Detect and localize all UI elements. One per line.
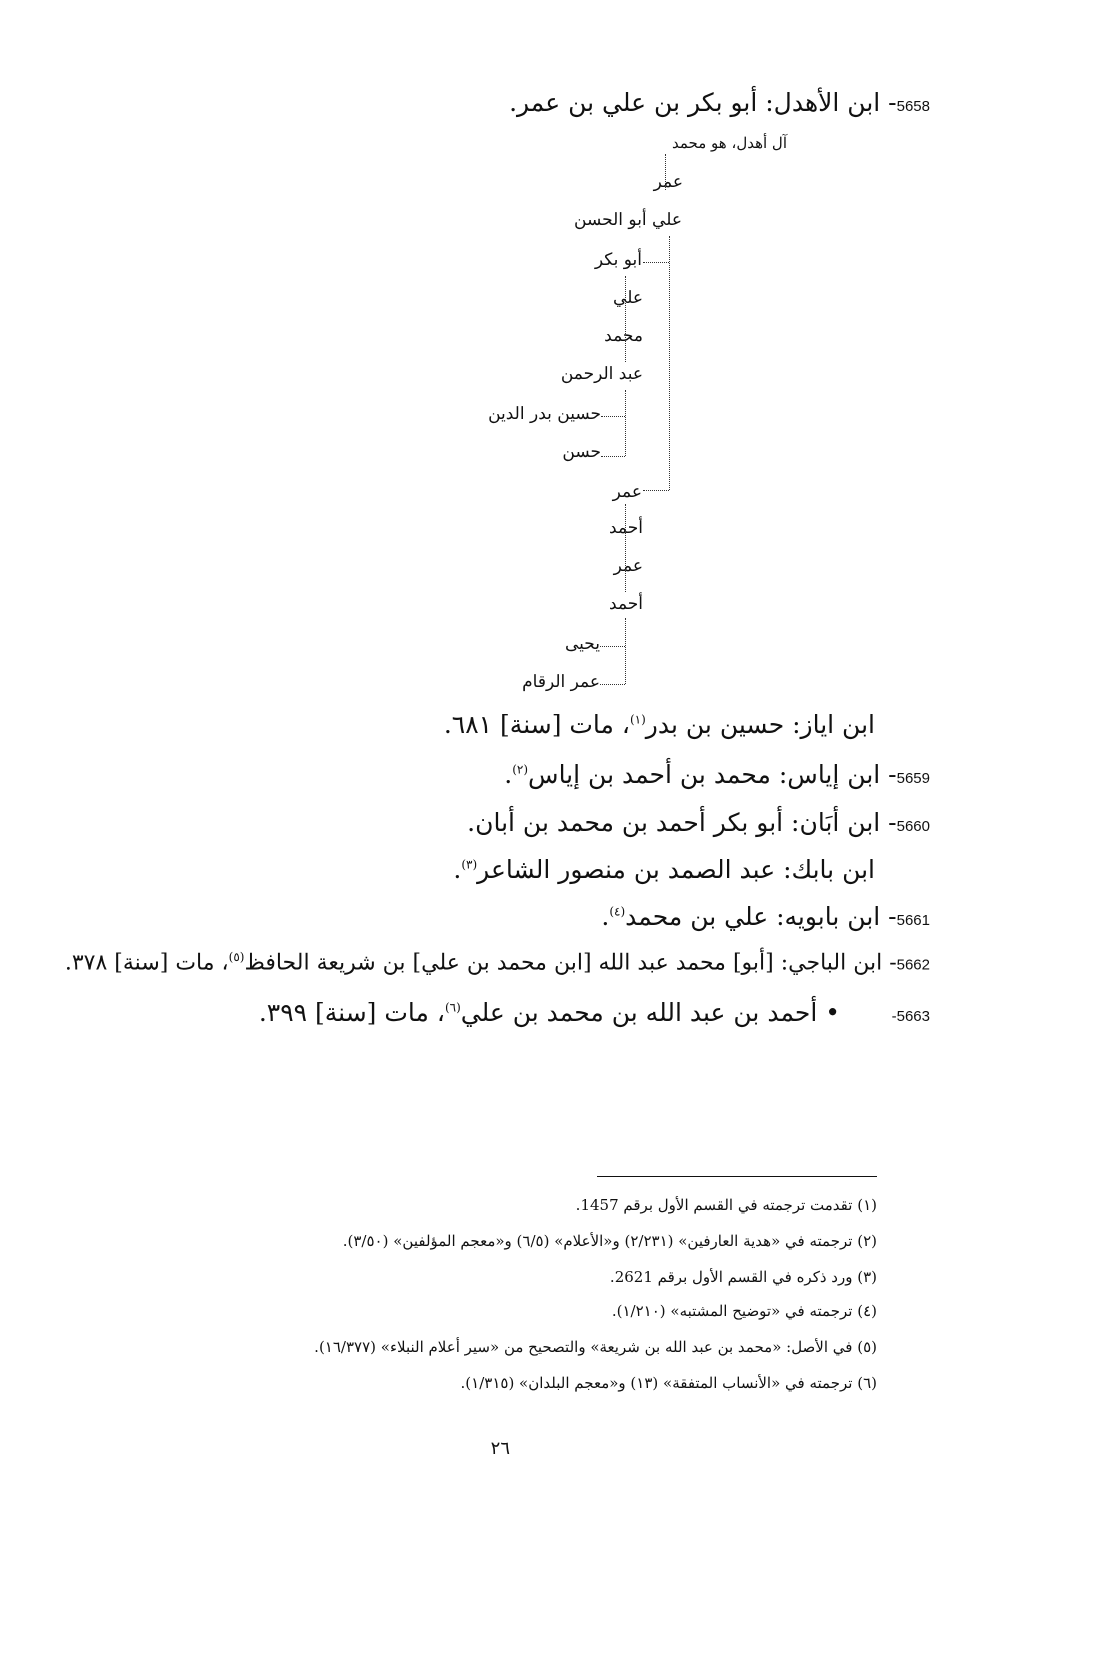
footnote-ref: (١) — [629, 712, 646, 727]
tree-connector — [669, 236, 670, 490]
tree-connector — [601, 416, 625, 417]
footnote-6: (٦) ترجمته في «الأنساب المتفقة» (١٣) و«معجم البلدان» (١/٣١٥). — [460, 1374, 877, 1392]
entry-5658 — [509, 88, 930, 117]
tree-connector — [601, 456, 625, 457]
footnote-2: (٢) ترجمته في «هدية العارفين» (٢/٢٣١) و«الأعلام» (٦/٥) و«معجم المؤلفين» (٣/٥٠). — [342, 1232, 877, 1250]
entry-text: ابن اياز: حسين بن بدر — [645, 710, 875, 739]
tree-node: علي أبو الحسن — [574, 210, 682, 230]
tree-node: علي — [613, 288, 643, 308]
footnote-ref: (٢) — [512, 762, 529, 777]
footnote-ref: (٣) — [461, 857, 478, 872]
tree-node: محمد — [604, 326, 643, 346]
tree-connector — [625, 276, 626, 362]
entry-number: 5662 — [896, 956, 930, 974]
entry-text: ابن بابك: عبد الصمد بن منصور الشاعر — [477, 855, 875, 884]
tree-node: أحمد — [609, 594, 643, 614]
entry-number: 5663- — [891, 1008, 930, 1025]
tree-node: عمر — [612, 482, 642, 502]
footnote-separator — [597, 1176, 877, 1177]
entry-5661 — [601, 902, 930, 931]
tree-connector — [625, 618, 626, 684]
tree-node: يحيى — [564, 634, 600, 654]
entry-text: - ابن الباجي: [أبو] محمد عبد الله [ابن محمد بن علي] بن شريعة الحافظ — [244, 950, 897, 976]
footnote-4: (٤) ترجمته في «توضيح المشتبه» (١/٢١٠). — [611, 1302, 877, 1320]
tree-node: عمر — [613, 556, 643, 576]
entry-text-tail: . — [504, 760, 513, 789]
tree-node: عبد الرحمن — [560, 364, 643, 384]
tree-node: عمر — [653, 172, 683, 192]
entry-text-tail: . — [601, 902, 610, 931]
tree-connector — [625, 390, 626, 456]
footnote-ref: (٤) — [609, 904, 626, 919]
tree-node: حسن — [562, 442, 601, 462]
page-number: ٢٦ — [490, 1438, 510, 1459]
entry-text: - ابن بابويه: علي بن محمد — [625, 902, 897, 931]
entry-number: 5658 — [896, 98, 930, 115]
footnote-5: (٥) في الأصل: «محمد بن عبد الله بن شريعة» والتصحيح من «سير أعلام النبلاء» (١٦/٣٧٧). — [314, 1338, 877, 1356]
entry-5663 — [259, 998, 930, 1027]
tree-connector — [600, 646, 625, 647]
entry-text-tail: ، مات [سنة] ٦٨١. — [443, 710, 630, 739]
entry-number: 5660 — [896, 818, 930, 835]
entry-ibn-babak — [453, 855, 875, 884]
entry-5660 — [467, 808, 930, 837]
entry-text-tail: . — [453, 855, 462, 884]
entry-text: • أحمد بن عبد الله بن محمد بن علي — [460, 998, 840, 1027]
entry-text-tail: ، مات [سنة] ٣٧٨. — [64, 950, 229, 976]
entry-5659 — [504, 760, 930, 789]
footnote-1: (١) تقدمت ترجمته في القسم الأول برقم 1457. — [575, 1196, 877, 1214]
tree-node: حسين بدر الدين — [488, 404, 601, 424]
tree-connector — [665, 154, 666, 190]
footnote-ref: (٦) — [444, 1000, 461, 1015]
tree-connector — [600, 684, 625, 685]
entry-number: 5659 — [896, 770, 930, 787]
tree-node: أبو بكر — [594, 250, 642, 270]
entry-text: - ابن إياس: محمد بن أحمد بن إياس — [528, 760, 897, 789]
entry-text: - ابن الأهدل: أبو بكر بن علي بن عمر. — [509, 88, 897, 117]
entry-5662 — [65, 950, 930, 975]
tree-top-note: آل أهدل، هو محمد — [672, 134, 787, 152]
footnote-ref: (٥) — [228, 950, 245, 964]
entry-number: 5661 — [896, 912, 930, 929]
tree-connector — [643, 490, 669, 491]
tree-node: عمر الرقام — [522, 672, 600, 692]
footnote-3: (٣) ورد ذكره في القسم الأول برقم 2621. — [609, 1268, 877, 1286]
tree-connector — [643, 262, 669, 263]
tree-node: أحمد — [609, 518, 643, 538]
entry-text: - ابن أبَان: أبو بكر أحمد بن محمد بن أبان. — [467, 808, 897, 837]
entry-text-tail: ، مات [سنة] ٣٩٩. — [258, 998, 445, 1027]
tree-connector — [625, 504, 626, 592]
entry-ibn-ayaz — [444, 710, 875, 739]
